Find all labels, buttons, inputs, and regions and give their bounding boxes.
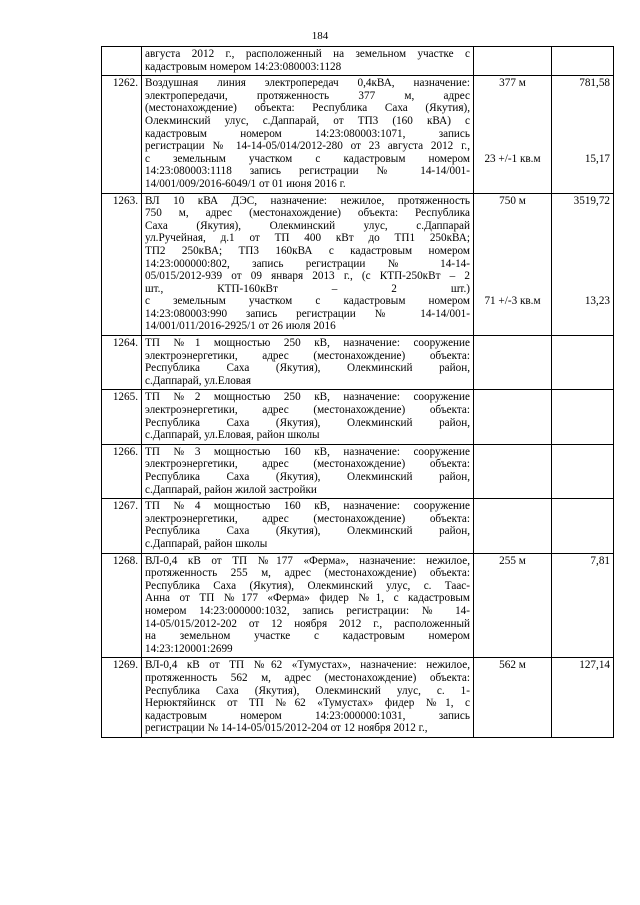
table-row (102, 390, 614, 444)
description-line: кадастровым номером 14:23:000000:1031, запись (145, 709, 470, 722)
description-line: электроэнергетики, адрес (местонахождение) объекта: (145, 512, 470, 525)
description-line: кадастровым номером 14:23:080003:1128 (145, 60, 342, 73)
length-area-cell (474, 444, 552, 498)
description-line: с.Даппарай, район школы (145, 537, 268, 550)
value-cell (552, 336, 614, 390)
description-line: 14:23:080003:990 запись регистрации № 14-14/001- (145, 307, 470, 320)
description-line: Республика Саха (Якутия), Олекминский район, (145, 362, 470, 375)
value-cell (552, 76, 614, 193)
object-description (142, 390, 474, 444)
row-number: 1263. (102, 193, 142, 336)
description-line: ВЛ-0,4 кВ от ТП №177 «Ферма», назначение: нежилое, (145, 554, 470, 567)
description-line: электропередачи, протяженность 377 м, адрес (145, 89, 470, 102)
object-description (142, 336, 474, 390)
length-area-cell-primary: 562 м (499, 659, 526, 672)
property-registry-table (101, 46, 614, 738)
length-area-cell (474, 390, 552, 444)
description-line: 14:23:080003:1118 запись регистрации № 14-14/001- (145, 165, 470, 178)
description-line: ТП2 250кВА; ТП3 160кВА с кадастровым номером (145, 244, 470, 257)
row-number: 1266. (102, 444, 142, 498)
description-line: 14:23:120001:2699 (145, 642, 233, 655)
table-row (102, 76, 614, 193)
description-line: ТП №2 мощностью 250 кВ, назначение: сооружение (145, 391, 470, 404)
table-row (102, 47, 614, 76)
description-line: кадастровым номером 14:23:080003:1071, запись (145, 127, 470, 140)
description-line: 750 м, адрес (местонахождение) объекта: Республика (145, 207, 470, 220)
value-cell (552, 47, 614, 76)
value-cell (552, 390, 614, 444)
value-cell (552, 658, 614, 738)
description-line: Саха (Якутия), Олекминский улус, с.Даппарай (145, 219, 470, 232)
description-line: с.Даппарай, ул.Еловая, район школы (145, 429, 320, 442)
row-number: 1267. (102, 499, 142, 553)
description-line: Республика Саха (Якутия), Олекминский улус, с. Таас- (145, 579, 470, 592)
length-area-cell-secondary: 71 +/-3 кв.м (484, 295, 541, 308)
length-area-cell (474, 47, 552, 76)
table-row (102, 336, 614, 390)
value-cell (552, 444, 614, 498)
value-cell-primary: 7,81 (590, 554, 610, 567)
description-line: с.Даппарай, ул.Еловая (145, 374, 252, 387)
table-row (102, 658, 614, 738)
length-area-cell-primary: 750 м (499, 194, 526, 207)
description-line: ВЛ 10 кВА ДЭС, назначение: нежилое, протяженность (145, 194, 470, 207)
length-area-cell (474, 499, 552, 553)
description-line: 14/001/009/2016-6049/1 от 01 июня 2016 г. (145, 177, 346, 190)
row-number: 1264. (102, 336, 142, 390)
description-line: 14:23:000000:802, запись регистрации № 14-14- (145, 257, 470, 270)
description-line: Олекминский улус, с.Даппарай, от ТП3 (160 кВА) с (145, 114, 470, 127)
value-cell-primary: 3519,72 (573, 194, 610, 207)
length-area-cell (474, 76, 552, 193)
description-line: электроэнергетики, адрес (местонахождение) объекта: (145, 458, 470, 471)
page-number: 184 (311, 30, 329, 42)
registry-body (102, 47, 614, 738)
object-description (142, 444, 474, 498)
description-line: 14-05/015/2012-202 от 12 ноября 2012 г., расположенный (145, 617, 470, 630)
description-line: протяженность 255 м, адрес (местонахождение) объекта: (145, 567, 470, 580)
description-line: ТП №3 мощностью 160 кВ, назначение: сооружение (145, 445, 470, 458)
object-description (142, 76, 474, 193)
description-line: регистрации № 14-14-05/015/2012-204 от 12 ноября 2012 г., (145, 722, 428, 735)
length-area-cell-primary: 377 м (499, 77, 526, 90)
description-line: 14/001/011/2016-2925/1 от 26 июля 2016 (145, 320, 336, 333)
description-line: регистрации № 14-14-05/014/2012-280 от 23 августа 2012 г., (145, 140, 470, 153)
description-line: ТП №1 мощностью 250 кВ, назначение: сооружение (145, 337, 470, 350)
length-area-cell-secondary: 23 +/-1 кв.м (484, 152, 541, 165)
value-cell (552, 553, 614, 658)
value-cell-secondary: 13,23 (584, 295, 610, 308)
description-line: ТП №4 мощностью 160 кВ, назначение: сооружение (145, 500, 470, 513)
description-line: с земельным участком с кадастровым номером (145, 152, 470, 165)
object-description (142, 499, 474, 553)
length-area-cell (474, 193, 552, 336)
description-line: Нерюктяйинск от ТП №62 «Тумустах» фидер №1, с (145, 697, 470, 710)
description-line: 05/015/2012-939 от 09 января 2013 г., (с КТП-250кВт – 2 (145, 270, 470, 283)
object-description (142, 658, 474, 738)
description-line: августа 2012 г., расположенный на земельном участке с (145, 48, 470, 60)
table-row (102, 193, 614, 336)
value-cell-primary: 781,58 (579, 77, 610, 90)
row-number (102, 47, 142, 76)
description-line: Республика Саха (Якутия), Олекминский улус, с. 1- (145, 684, 470, 697)
description-line: с земельным участком с кадастровым номером (145, 295, 470, 308)
object-description (142, 193, 474, 336)
row-number: 1269. (102, 658, 142, 738)
row-number: 1265. (102, 390, 142, 444)
length-area-cell (474, 658, 552, 738)
description-line: Анна от ТП №177 «Ферма» фидер №1, с кадастровым (145, 592, 470, 605)
length-area-cell (474, 553, 552, 658)
object-description (142, 47, 474, 76)
description-line: протяженность 562 м, адрес (местонахождение) объекта: (145, 671, 470, 684)
table-row (102, 553, 614, 658)
description-line: электроэнергетики, адрес (местонахождение) объекта: (145, 349, 470, 362)
value-cell-primary: 127,14 (579, 659, 610, 672)
description-line: Республика Саха (Якутия), Олекминский район, (145, 416, 470, 429)
value-cell (552, 499, 614, 553)
description-line: (местонахождение) объекта: Республика Саха (Якутия), (145, 102, 470, 115)
description-line: на земельном участке с кадастровым номером (145, 630, 470, 643)
table-row (102, 499, 614, 553)
row-number: 1262. (102, 76, 142, 193)
length-area-cell-primary: 255 м (499, 554, 526, 567)
description-line: Республика Саха (Якутия), Олекминский район, (145, 525, 470, 538)
description-line: ул.Ручейная, д.1 от ТП 400 кВт до ТП1 250кВА; (145, 232, 470, 245)
length-area-cell (474, 336, 552, 390)
description-line: электроэнергетики, адрес (местонахождение) объекта: (145, 404, 470, 417)
value-cell (552, 193, 614, 336)
description-line: Воздушная линия электропередач 0,4кВА, назначение: (145, 77, 470, 90)
description-line: Республика Саха (Якутия), Олекминский район, (145, 471, 470, 483)
object-description (142, 553, 474, 658)
row-number: 1268. (102, 553, 142, 658)
value-cell-secondary: 15,17 (584, 152, 610, 165)
description-line: шт., КТП-160кВт – 2 шт.) (145, 282, 470, 295)
table-row (102, 444, 614, 498)
description-line: с.Даппарай, район жилой застройки (145, 483, 317, 496)
description-line: номером 14:23:000000:1032, запись регистрации: № 14- (145, 604, 470, 617)
description-line: ВЛ-0,4 кВ от ТП №62 «Тумустах», назначение: нежилое, (145, 659, 470, 672)
